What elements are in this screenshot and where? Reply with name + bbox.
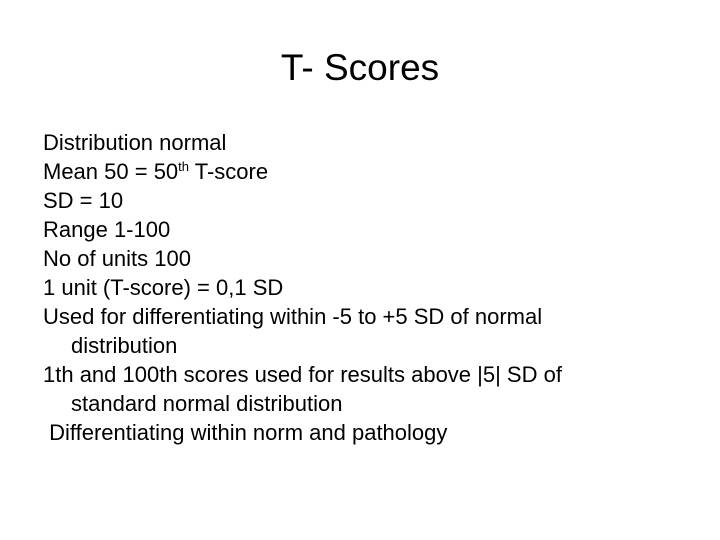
bullet-unit-sd: 1 unit (T-score) = 0,1 SD [43, 275, 284, 300]
bullet-extreme-scores-line2: standard normal distribution [71, 391, 343, 416]
bullet-distribution: Distribution normal [43, 130, 227, 155]
bullet-range: Range 1-100 [43, 217, 171, 242]
bullet-sd: SD = 10 [43, 188, 124, 213]
bullet-differentiating-line1: Used for differentiating within -5 to +5 SD of normal [43, 304, 543, 329]
mean-suffix: T-score [189, 159, 269, 184]
bullet-units: No of units 100 [43, 246, 191, 271]
mean-superscript: th [178, 159, 190, 174]
bullet-mean [43, 157, 683, 186]
bullet-extreme-scores-line1: 1th and 100th scores used for results above |5| SD of [43, 362, 562, 387]
bullet-norm-pathology: Differentiating within norm and pathology [43, 420, 448, 445]
slide-title: T- Scores [280, 47, 440, 88]
mean-text: Mean 50 = 50 [43, 159, 179, 184]
bullet-differentiating-line2: distribution [71, 333, 178, 358]
slide-body [43, 128, 683, 447]
